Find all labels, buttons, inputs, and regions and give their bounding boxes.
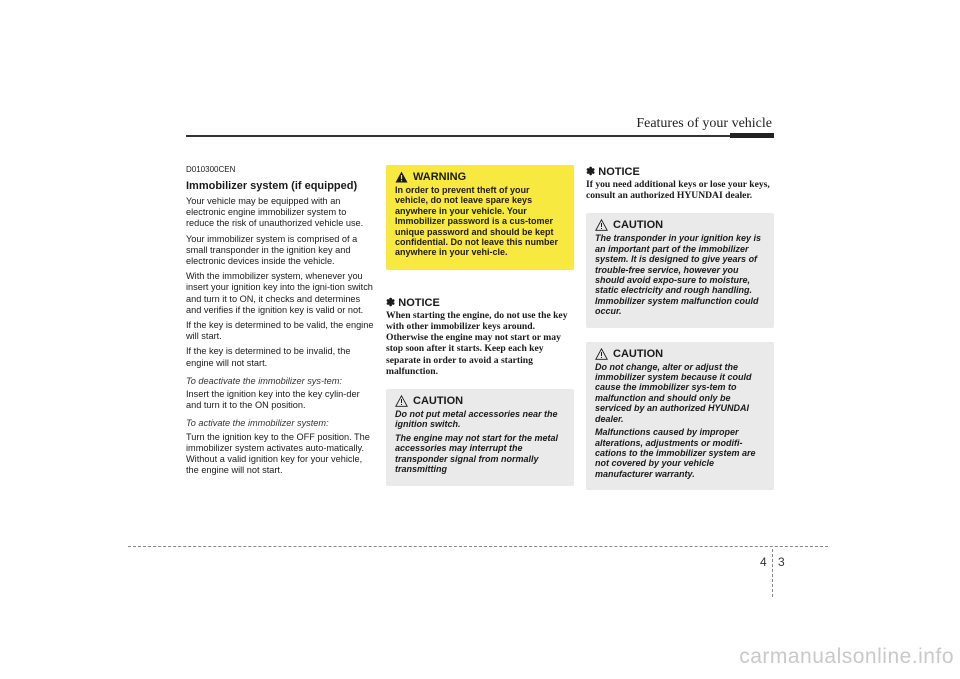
caution-title-row [595,219,765,231]
notice-title: ✽ NOTICE [586,166,640,178]
column-notice-cautions [586,165,774,490]
notice-text: When starting the engine, do not use the key with other immobilizer keys around. Otherwise the engine may not start or may stop soon after it starts. Keep each key separate in order to avoid a starting malfunction. [386,309,568,377]
page-number: 3 [778,555,785,569]
caution-triangle-icon [395,395,408,407]
body-paragraph: If the key is determined to be valid, the engine will start. [186,320,374,342]
notice-title: ✽ NOTICE [386,296,440,309]
activate-heading: To activate the immobilizer system: [186,418,329,429]
column-immobilizer-description [186,165,374,480]
warning-triangle-icon [395,171,408,183]
section-code: D010300CEN [186,165,236,174]
page-header-title: Features of your vehicle [636,116,772,131]
caution-title: CAUTION [413,395,464,408]
page-number-divider [772,549,773,597]
caution-box-alterations [586,342,774,490]
body-paragraph: Your vehicle may be equipped with an electronic engine immobilizer system to reduce the risk of unauthorized vehicle use. [186,196,364,229]
body-paragraph: With the immobilizer system, whenever you insert your ignition key into the igni-tion switch and turn it to ON, it checks and determines and verifies if the ignition key is valid or not. [186,271,373,315]
footer-dashed-rule [128,546,828,547]
caution-title: CAUTION [613,347,664,360]
activate-text: Turn the ignition key to the OFF position. The immobilizer system activates auto-matically. Without a valid ignition key for your vehicle, the engine will not start. [186,431,370,476]
caution-paragraph: Do not put metal accessories near the ignition switch. [395,409,558,430]
watermark: carmanualsonline.info [739,645,954,668]
warning-text: In order to prevent theft of your vehicle, do not leave spare keys anywhere in your vehicle. Your Immobilizer password is a cus-tomer unique password and should be kept confidential. Do not leave this number anywhere in your vehi-cle. [395,185,559,258]
deactivate-text: Insert the ignition key into the key cylin-der and turn it to the ON position. [186,389,360,411]
warning-title: WARNING [413,171,467,183]
caution-title-row [395,395,565,407]
chapter-number: 4 [760,555,767,569]
caution-title: CAUTION [613,219,664,232]
deactivate-heading: To deactivate the immobilizer sys-tem: [186,375,342,386]
caution-paragraph: Do not change, alter or adjust the immobilizer system because it could cause the immobilizer sys-tem to malfunction and should only be serviced by an authorized HYUNDAI dealer. [595,361,752,424]
section-title: Immobilizer system (if equipped) [186,180,358,192]
warning-box [386,165,574,270]
warning-title-row [395,171,565,183]
caution-title-row [595,348,765,360]
caution-box-metal-accessories [386,389,574,485]
caution-paragraph: The transponder in your ignition key is an important part of the immobilizer system. It is designed to give years of trouble-free service, however you should avoid expo-sure to moisture, static electricity and rough handling. Immobilizer system malfunction could occur. [595,233,762,317]
header-rule [186,135,774,137]
caution-paragraph: The engine may not start for the metal accessories may interrupt the transponder signal from normally transmitting [395,432,559,475]
notice-text: If you need additional keys or lose your keys, consult an authorized HYUNDAI dealer. [586,179,770,202]
column-warning-notice [386,165,574,486]
header-rule-accent [730,133,774,138]
caution-triangle-icon [595,348,608,360]
body-paragraph: Your immobilizer system is comprised of a small transponder in the ignition key and electronic devices inside the vehicle. [186,233,358,267]
caution-box-transponder [586,213,774,327]
body-paragraph: If the key is determined to be invalid, the engine will not start. [186,346,351,368]
caution-paragraph: Malfunctions caused by improper alterations, adjustments or modifi-cations to the immobilizer system are not covered by your vehicle manufacturer warranty. [595,427,756,479]
caution-triangle-icon [595,219,608,231]
